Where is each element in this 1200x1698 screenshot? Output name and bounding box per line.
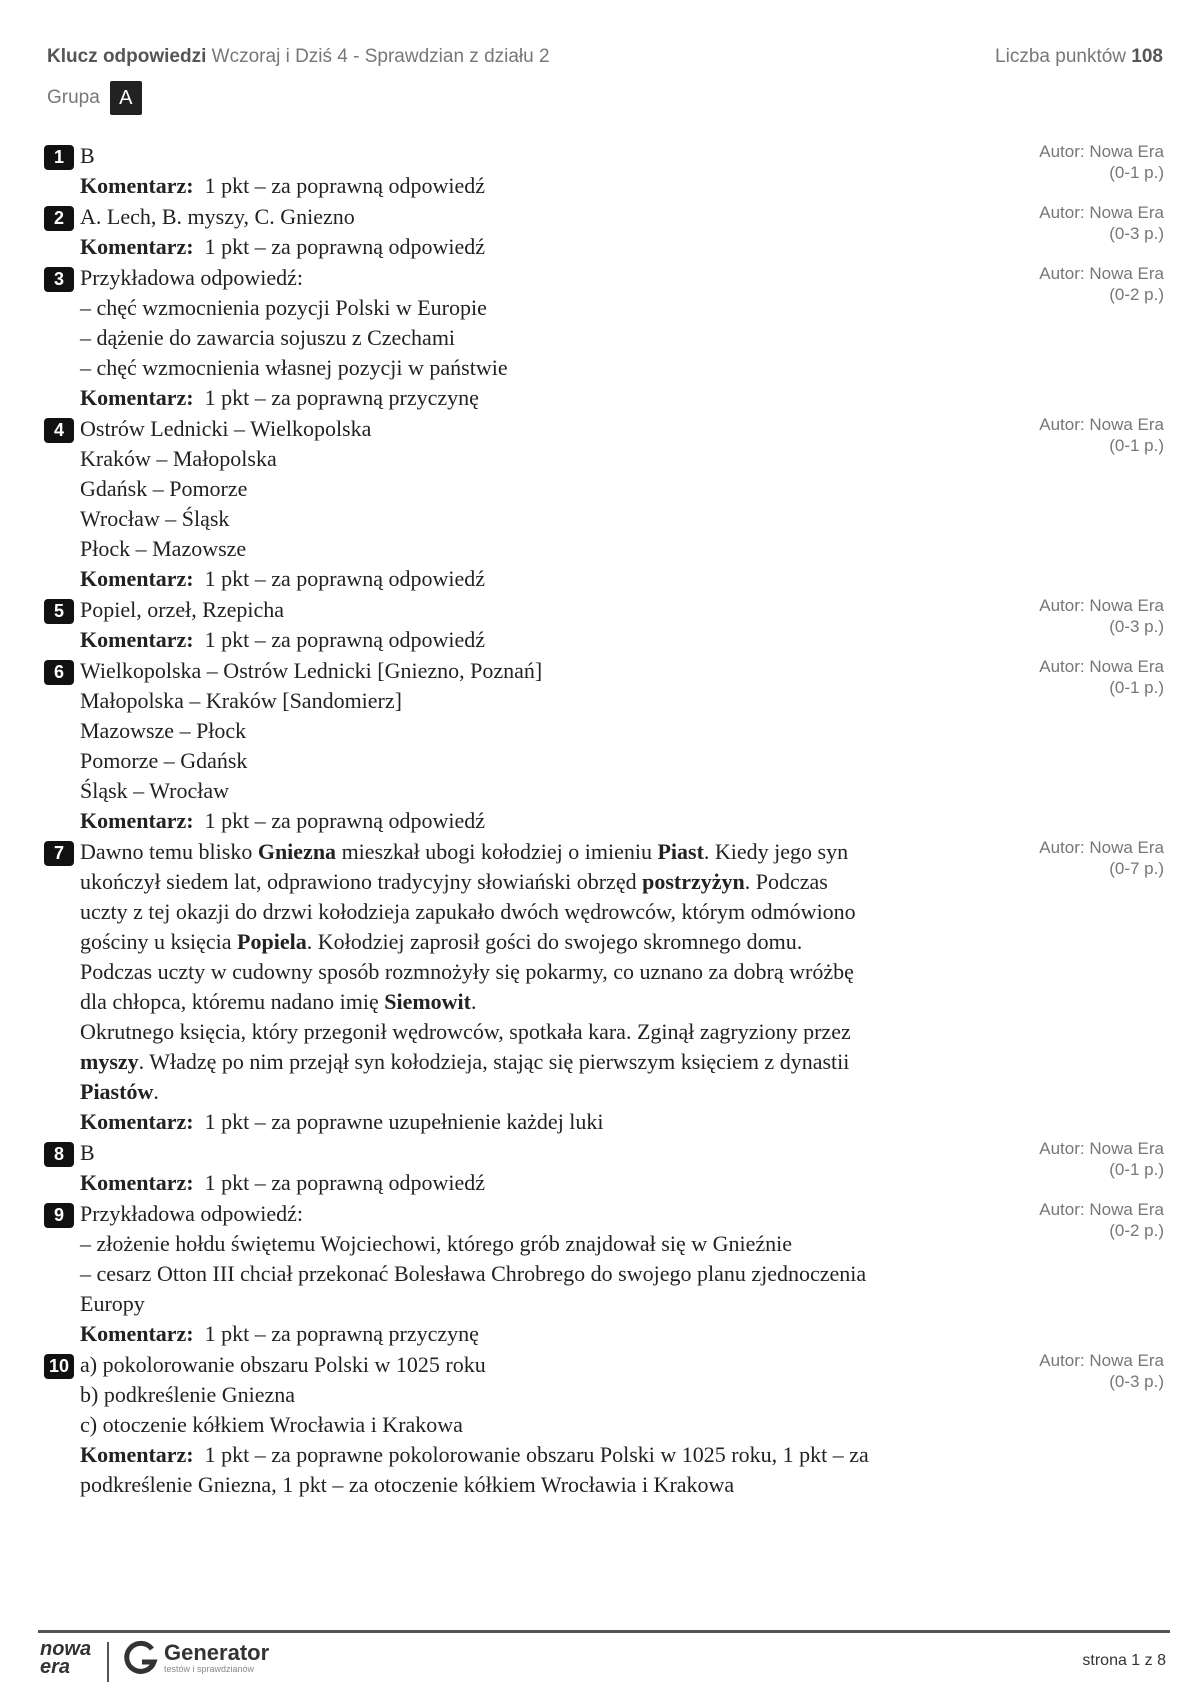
answer-line bbox=[80, 867, 1030, 897]
answer-text: ukończył siedem lat, odprawiono tradycyjny słowiański obrzęd bbox=[80, 869, 643, 894]
answer-line bbox=[80, 323, 1030, 353]
answer-line bbox=[80, 686, 1030, 716]
comment-text: 1 pkt – za poprawną przyczynę bbox=[204, 385, 479, 410]
answer-text: Kraków – Małopolska bbox=[80, 446, 277, 471]
comment-label: Komentarz: bbox=[80, 385, 194, 410]
answer-text: a) pokolorowanie obszaru Polski w 1025 roku bbox=[80, 1352, 486, 1377]
comment-text: 1 pkt – za poprawną odpowiedź bbox=[204, 234, 486, 259]
comment-label: Komentarz: bbox=[80, 1321, 194, 1346]
comment-label: Komentarz: bbox=[80, 234, 194, 259]
answer-meta bbox=[1039, 414, 1164, 456]
answer-line bbox=[80, 141, 1030, 171]
question-number-badge: 1 bbox=[44, 145, 74, 170]
answer-meta bbox=[1039, 202, 1164, 244]
answer-meta bbox=[1039, 656, 1164, 698]
answer-text: Pomorze – Gdańsk bbox=[80, 748, 248, 773]
points-range: (0-1 p.) bbox=[1109, 163, 1164, 182]
answer-text: Przykładowa odpowiedź: bbox=[80, 265, 303, 290]
answer-line bbox=[80, 595, 1030, 625]
answer-line bbox=[80, 263, 1030, 293]
answer-body bbox=[80, 837, 1030, 1137]
points-range: (0-1 p.) bbox=[1109, 678, 1164, 697]
answer-text: mieszkał ubogi kołodziej o imieniu bbox=[336, 839, 658, 864]
comment-label: Komentarz: bbox=[80, 173, 194, 198]
answer-line bbox=[80, 837, 1030, 867]
answer-text: . Kołodziej zaprosił gości do swojego skromnego domu. bbox=[306, 929, 803, 954]
answer-line bbox=[80, 716, 1030, 746]
answer-item bbox=[44, 263, 1164, 413]
question-number-badge: 9 bbox=[44, 1203, 74, 1228]
answer-text: b) podkreślenie Gniezna bbox=[80, 1382, 296, 1407]
comment-line bbox=[80, 1107, 1030, 1137]
question-number-badge: 3 bbox=[44, 267, 74, 292]
comment-line bbox=[80, 1440, 1030, 1470]
answer-text: Okrutnego księcia, który przegonił wędrowców, spotkała kara. Zginął zagryziony przez bbox=[80, 1019, 851, 1044]
answer-text: Dawno temu blisko bbox=[80, 839, 258, 864]
comment-label: Komentarz: bbox=[80, 1442, 194, 1467]
question-number-badge: 10 bbox=[44, 1354, 74, 1379]
answer-line bbox=[80, 1138, 1030, 1168]
answer-line bbox=[80, 534, 1030, 564]
author-label: Autor: Nowa Era bbox=[1039, 203, 1164, 222]
answer-body bbox=[80, 656, 1030, 836]
answer-keyword: Piast bbox=[657, 839, 704, 864]
author-label: Autor: Nowa Era bbox=[1039, 1139, 1164, 1158]
answer-meta bbox=[1039, 1138, 1164, 1180]
answer-item bbox=[44, 595, 1164, 655]
answer-line bbox=[80, 656, 1030, 686]
comment-line bbox=[80, 806, 1030, 836]
answer-item bbox=[44, 202, 1164, 262]
answer-body bbox=[80, 202, 1030, 262]
answer-line bbox=[80, 504, 1030, 534]
answer-text: Gdańsk – Pomorze bbox=[80, 476, 248, 501]
points-value: 108 bbox=[1131, 46, 1163, 67]
answer-line bbox=[80, 776, 1030, 806]
answer-text: Podczas uczty w cudowny sposób rozmnożyły się pokarmy, co uznano za dobrą wróżbę bbox=[80, 959, 854, 984]
comment-text: 1 pkt – za poprawną odpowiedź bbox=[204, 1170, 486, 1195]
answer-text: A. Lech, B. myszy, C. Gniezno bbox=[80, 204, 355, 229]
group-badge: A bbox=[110, 81, 142, 115]
answer-meta bbox=[1039, 141, 1164, 183]
answer-line bbox=[80, 1350, 1030, 1380]
author-label: Autor: Nowa Era bbox=[1039, 142, 1164, 161]
answer-line bbox=[80, 1289, 1030, 1319]
answer-text: Wrocław – Śląsk bbox=[80, 506, 230, 531]
comment-line bbox=[80, 1319, 1030, 1349]
points-range: (0-3 p.) bbox=[1109, 617, 1164, 636]
answer-text: . Podczas bbox=[744, 869, 828, 894]
answer-item bbox=[44, 414, 1164, 594]
answer-text: . bbox=[153, 1079, 159, 1104]
answer-meta bbox=[1039, 595, 1164, 637]
comment-label: Komentarz: bbox=[80, 627, 194, 652]
comment-line bbox=[80, 564, 1030, 594]
answer-meta bbox=[1039, 263, 1164, 305]
points-range: (0-1 p.) bbox=[1109, 436, 1164, 455]
answer-text: Płock – Mazowsze bbox=[80, 536, 247, 561]
answer-meta bbox=[1039, 1350, 1164, 1392]
answer-body bbox=[80, 1199, 1030, 1349]
answer-line bbox=[80, 474, 1030, 504]
answer-line bbox=[80, 1077, 1030, 1107]
answer-text: Śląsk – Wrocław bbox=[80, 778, 230, 803]
answer-text: . Kiedy jego syn bbox=[703, 839, 849, 864]
points-range: (0-2 p.) bbox=[1109, 1221, 1164, 1240]
answer-line bbox=[80, 897, 1030, 927]
author-label: Autor: Nowa Era bbox=[1039, 838, 1164, 857]
answer-item bbox=[44, 1199, 1164, 1349]
generator-g-icon bbox=[122, 1640, 158, 1676]
author-label: Autor: Nowa Era bbox=[1039, 657, 1164, 676]
comment-line bbox=[80, 1168, 1030, 1198]
answer-line bbox=[80, 1380, 1030, 1410]
answer-body bbox=[80, 141, 1030, 201]
answer-text: . Władzę po nim przejął syn kołodzieja, stając się pierwszym księciem z dynastii bbox=[138, 1049, 850, 1074]
answer-text: Przykładowa odpowiedź: bbox=[80, 1201, 303, 1226]
answer-text: B bbox=[80, 1140, 95, 1165]
comment-label: Komentarz: bbox=[80, 1170, 194, 1195]
page-number: strona 1 z 8 bbox=[1082, 1652, 1166, 1669]
answer-keyword: myszy bbox=[80, 1049, 139, 1074]
question-number-badge: 7 bbox=[44, 841, 74, 866]
document-title bbox=[47, 46, 550, 68]
answer-line bbox=[80, 927, 1030, 957]
generator-title: Generator bbox=[164, 1640, 270, 1665]
answer-text: – chęć wzmocnienia własnej pozycji w państwie bbox=[80, 355, 508, 380]
comment-text: 1 pkt – za poprawne pokolorowanie obszaru Polski w 1025 roku, 1 pkt – za bbox=[204, 1442, 869, 1467]
comment-line bbox=[80, 625, 1030, 655]
author-label: Autor: Nowa Era bbox=[1039, 1200, 1164, 1219]
answer-meta bbox=[1039, 837, 1164, 879]
answer-text: Wielkopolska – Ostrów Lednicki [Gniezno, Poznań] bbox=[80, 658, 543, 683]
comment-label: Komentarz: bbox=[80, 566, 194, 591]
answer-body bbox=[80, 1350, 1030, 1500]
comment-text: 1 pkt – za poprawną odpowiedź bbox=[204, 627, 486, 652]
answer-text: – chęć wzmocnienia pozycji Polski w Europie bbox=[80, 295, 487, 320]
author-label: Autor: Nowa Era bbox=[1039, 596, 1164, 615]
answer-text: Ostrów Lednicki – Wielkopolska bbox=[80, 416, 372, 441]
answer-keyword: Gniezna bbox=[257, 839, 337, 864]
nowa-era-logo bbox=[40, 1640, 95, 1676]
answer-keyword: Piastów bbox=[80, 1079, 154, 1104]
answer-text: Popiel, orzeł, Rzepicha bbox=[80, 597, 285, 622]
answer-body bbox=[80, 1138, 1030, 1198]
answer-text: c) otoczenie kółkiem Wrocławia i Krakowa bbox=[80, 1412, 463, 1437]
comment-text: 1 pkt – za poprawną odpowiedź bbox=[204, 173, 486, 198]
group-indicator bbox=[47, 81, 142, 115]
answer-keyword: Siemowit bbox=[384, 989, 471, 1014]
answer-line bbox=[80, 1047, 1030, 1077]
answer-text: B bbox=[80, 143, 95, 168]
comment-text: 1 pkt – za poprawną odpowiedź bbox=[204, 808, 486, 833]
answer-line bbox=[80, 293, 1030, 323]
answer-text: uczty z tej okazji do drzwi kołodzieja zapukało dwóch wędrowców, którym odmówiono bbox=[80, 899, 856, 924]
author-label: Autor: Nowa Era bbox=[1039, 264, 1164, 283]
question-number-badge: 4 bbox=[44, 418, 74, 443]
answer-keyword: Popiela bbox=[237, 929, 307, 954]
title-bold: Klucz odpowiedzi bbox=[47, 46, 207, 67]
answer-list bbox=[44, 141, 1164, 1501]
answer-item bbox=[44, 1138, 1164, 1198]
answer-line bbox=[80, 1017, 1030, 1047]
answer-text: – złożenie hołdu świętemu Wojciechowi, którego grób znajdował się w Gnieźnie bbox=[80, 1231, 793, 1256]
comment-line bbox=[80, 232, 1030, 262]
answer-text: – cesarz Otton III chciał przekonać Bolesława Chrobrego do swojego planu zjednoczenia bbox=[80, 1261, 867, 1286]
comment-text: 1 pkt – za poprawną odpowiedź bbox=[204, 566, 486, 591]
answer-line bbox=[80, 202, 1030, 232]
points-range: (0-2 p.) bbox=[1109, 285, 1164, 304]
points-total bbox=[995, 46, 1163, 68]
comment-line bbox=[80, 1470, 1030, 1500]
comment-label: Komentarz: bbox=[80, 808, 194, 833]
logo-separator bbox=[107, 1642, 109, 1682]
answer-text: dla chłopca, któremu nadano imię bbox=[80, 989, 385, 1014]
answer-line bbox=[80, 1229, 1030, 1259]
comment-text: 1 pkt – za poprawne uzupełnienie każdej luki bbox=[204, 1109, 604, 1134]
answer-line bbox=[80, 746, 1030, 776]
answer-item bbox=[44, 141, 1164, 201]
logo-era-text: era bbox=[40, 1656, 71, 1678]
answer-line bbox=[80, 353, 1030, 383]
answer-text: – dążenie do zawarcia sojuszu z Czechami bbox=[80, 325, 456, 350]
answer-text: Mazowsze – Płock bbox=[80, 718, 247, 743]
answer-text: gościny u księcia bbox=[80, 929, 238, 954]
group-label: Grupa bbox=[47, 87, 100, 108]
answer-line bbox=[80, 414, 1030, 444]
generator-subtitle: testów i sprawdzianów bbox=[164, 1664, 255, 1674]
question-number-badge: 5 bbox=[44, 599, 74, 624]
answer-body bbox=[80, 595, 1030, 655]
answer-item bbox=[44, 656, 1164, 836]
answer-line bbox=[80, 1199, 1030, 1229]
answer-text: Małopolska – Kraków [Sandomierz] bbox=[80, 688, 402, 713]
answer-line bbox=[80, 444, 1030, 474]
comment-text: podkreślenie Gniezna, 1 pkt – za otoczenie kółkiem Wrocławia i Krakowa bbox=[80, 1472, 735, 1497]
answer-line bbox=[80, 957, 1030, 987]
answer-body bbox=[80, 263, 1030, 413]
comment-text: 1 pkt – za poprawną przyczynę bbox=[204, 1321, 479, 1346]
answer-meta bbox=[1039, 1199, 1164, 1241]
question-number-badge: 6 bbox=[44, 660, 74, 685]
comment-line bbox=[80, 171, 1030, 201]
footer-divider bbox=[38, 1630, 1170, 1633]
answer-body bbox=[80, 414, 1030, 594]
answer-line bbox=[80, 1410, 1030, 1440]
points-range: (0-3 p.) bbox=[1109, 1372, 1164, 1391]
points-range: (0-7 p.) bbox=[1109, 859, 1164, 878]
author-label: Autor: Nowa Era bbox=[1039, 415, 1164, 434]
points-range: (0-1 p.) bbox=[1109, 1160, 1164, 1179]
generator-logo bbox=[122, 1640, 269, 1676]
logo-nowa-text: nowa bbox=[40, 1638, 92, 1660]
answer-text: Europy bbox=[80, 1291, 145, 1316]
question-number-badge: 8 bbox=[44, 1142, 74, 1167]
comment-label: Komentarz: bbox=[80, 1109, 194, 1134]
answer-item bbox=[44, 1350, 1164, 1500]
title-rest: Wczoraj i Dziś 4 - Sprawdzian z działu 2 bbox=[211, 46, 550, 67]
author-label: Autor: Nowa Era bbox=[1039, 1351, 1164, 1370]
points-label: Liczba punktów bbox=[995, 46, 1127, 67]
answer-text: . bbox=[471, 989, 477, 1014]
answer-item bbox=[44, 837, 1164, 1137]
answer-line bbox=[80, 1259, 1030, 1289]
comment-line bbox=[80, 383, 1030, 413]
question-number-badge: 2 bbox=[44, 206, 74, 231]
answer-keyword: postrzyżyn bbox=[642, 869, 745, 894]
answer-line bbox=[80, 987, 1030, 1017]
points-range: (0-3 p.) bbox=[1109, 224, 1164, 243]
